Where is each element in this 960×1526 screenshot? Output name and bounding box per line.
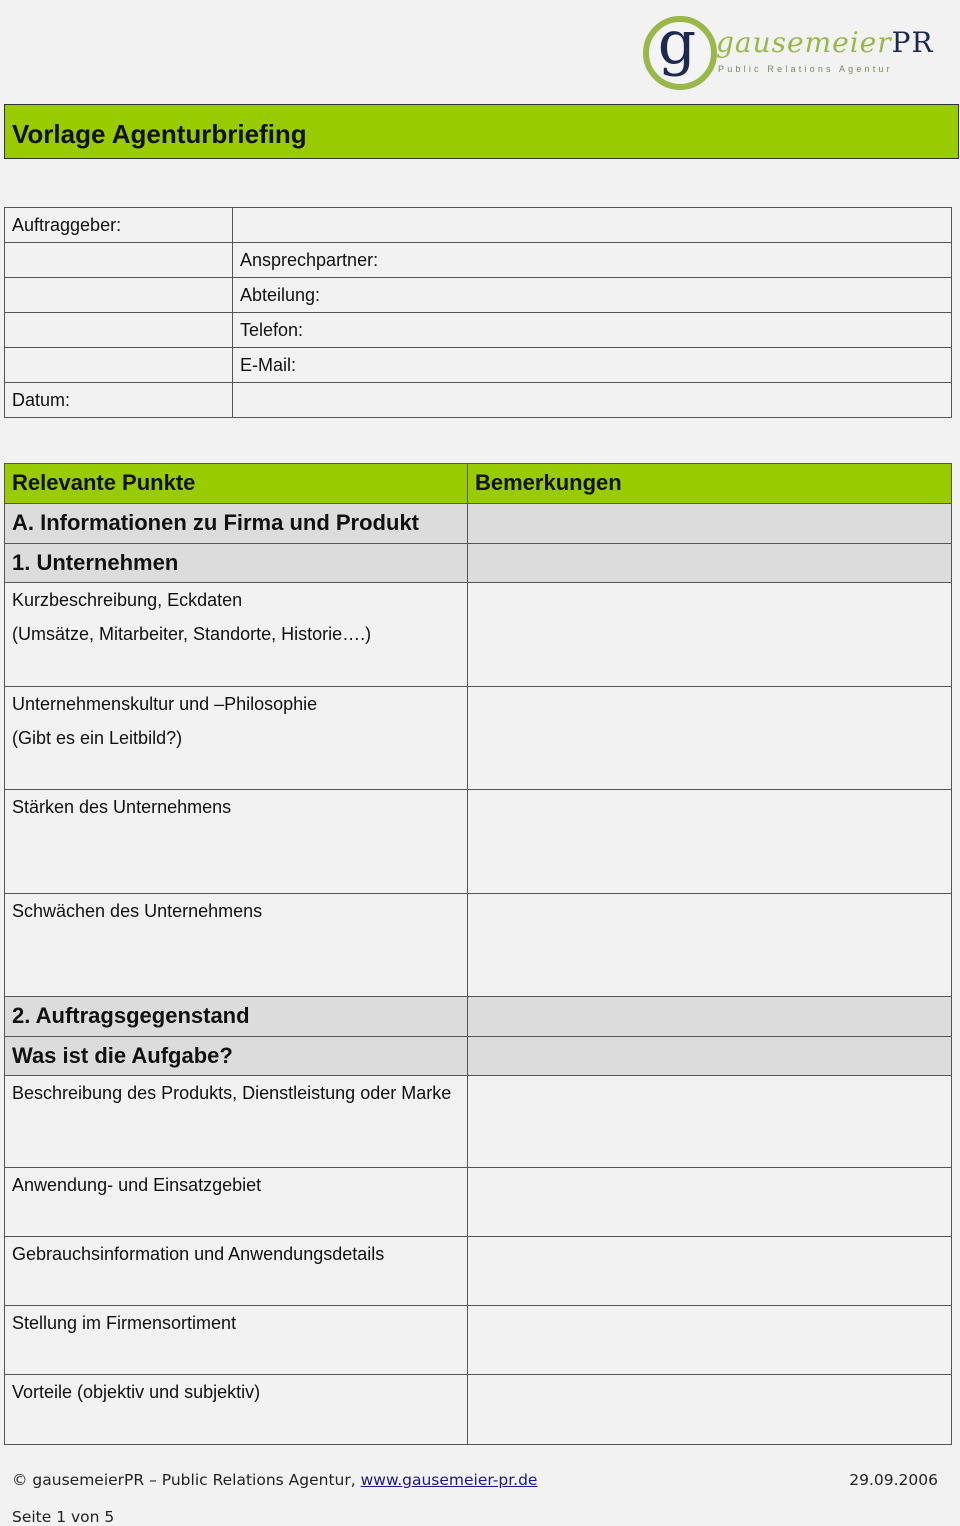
document-title: Vorlage Agenturbriefing xyxy=(4,104,959,159)
company-logo xyxy=(640,8,934,90)
row-label-line2: (Gibt es ein Leitbild?) xyxy=(12,728,183,748)
footer-date: 29.09.2006 xyxy=(849,1471,938,1489)
auftraggeber-label: Auftraggeber: xyxy=(5,208,233,243)
footer-website-link[interactable]: www.gausemeier-pr.de xyxy=(360,1471,538,1489)
subsection-aufgabe: Was ist die Aufgabe? xyxy=(5,1037,468,1076)
section-a-heading: A. Informationen zu Firma und Produkt xyxy=(5,504,468,544)
telefon-label[interactable]: Telefon: xyxy=(233,313,952,348)
logo-name-main: gausemeier xyxy=(716,26,892,59)
row-label-line2: (Umsätze, Mitarbeiter, Standorte, Historie….) xyxy=(12,624,372,644)
header-bemerkungen: Bemerkungen xyxy=(468,464,952,504)
empty-cell xyxy=(468,1037,952,1076)
empty-cell xyxy=(468,997,952,1037)
logo-mark: g xyxy=(657,8,697,78)
remarks-cell[interactable] xyxy=(468,1237,952,1306)
empty-cell xyxy=(468,504,952,544)
table-row-label: Gebrauchsinformation und Anwendungsdetails xyxy=(5,1237,468,1306)
table-row-label: Schwächen des Unternehmens xyxy=(5,894,468,997)
empty-cell xyxy=(5,348,233,383)
row-label-line1: Kurzbeschreibung, Eckdaten xyxy=(12,590,243,610)
contact-table xyxy=(4,207,952,418)
remarks-cell[interactable] xyxy=(468,790,952,894)
table-row-label: Beschreibung des Produkts, Dienstleistung oder Marke xyxy=(5,1076,468,1168)
header-relevante-punkte: Relevante Punkte xyxy=(5,464,468,504)
table-row-label: Vorteile (objektiv und subjektiv) xyxy=(5,1375,468,1445)
subsection-auftragsgegenstand: 2. Auftragsgegenstand xyxy=(5,997,468,1037)
table-row-label: Anwendung- und Einsatzgebiet xyxy=(5,1168,468,1237)
ansprechpartner-label[interactable]: Ansprechpartner: xyxy=(233,243,952,278)
briefing-table xyxy=(4,463,952,1445)
logo-tagline: Public Relations Agentur xyxy=(718,64,893,74)
email-label[interactable]: E-Mail: xyxy=(233,348,952,383)
table-row-label: Stärken des Unternehmens xyxy=(5,790,468,894)
auftraggeber-field[interactable] xyxy=(233,208,952,243)
remarks-cell[interactable] xyxy=(468,1306,952,1375)
table-row-label xyxy=(5,687,468,790)
empty-cell xyxy=(5,313,233,348)
footer-copyright: © gausemeierPR – Public Relations Agentur, xyxy=(12,1471,361,1489)
logo-name-suffix: PR xyxy=(891,26,934,59)
empty-cell xyxy=(5,243,233,278)
logo-name xyxy=(716,26,934,59)
datum-label: Datum: xyxy=(5,383,233,418)
datum-field[interactable] xyxy=(233,383,952,418)
table-row-label xyxy=(5,583,468,687)
subsection-unternehmen: 1. Unternehmen xyxy=(5,544,468,583)
remarks-cell[interactable] xyxy=(468,583,952,687)
remarks-cell[interactable] xyxy=(468,687,952,790)
remarks-cell[interactable] xyxy=(468,1076,952,1168)
remarks-cell[interactable] xyxy=(468,1168,952,1237)
table-row-label: Stellung im Firmensortiment xyxy=(5,1306,468,1375)
remarks-cell[interactable] xyxy=(468,894,952,997)
page-number: Seite 1 von 5 xyxy=(12,1508,115,1526)
remarks-cell[interactable] xyxy=(468,1375,952,1445)
footer xyxy=(12,1471,938,1489)
empty-cell xyxy=(5,278,233,313)
empty-cell xyxy=(468,544,952,583)
row-label-line1: Unternehmenskultur und –Philosophie xyxy=(12,694,318,714)
abteilung-label[interactable]: Abteilung: xyxy=(233,278,952,313)
